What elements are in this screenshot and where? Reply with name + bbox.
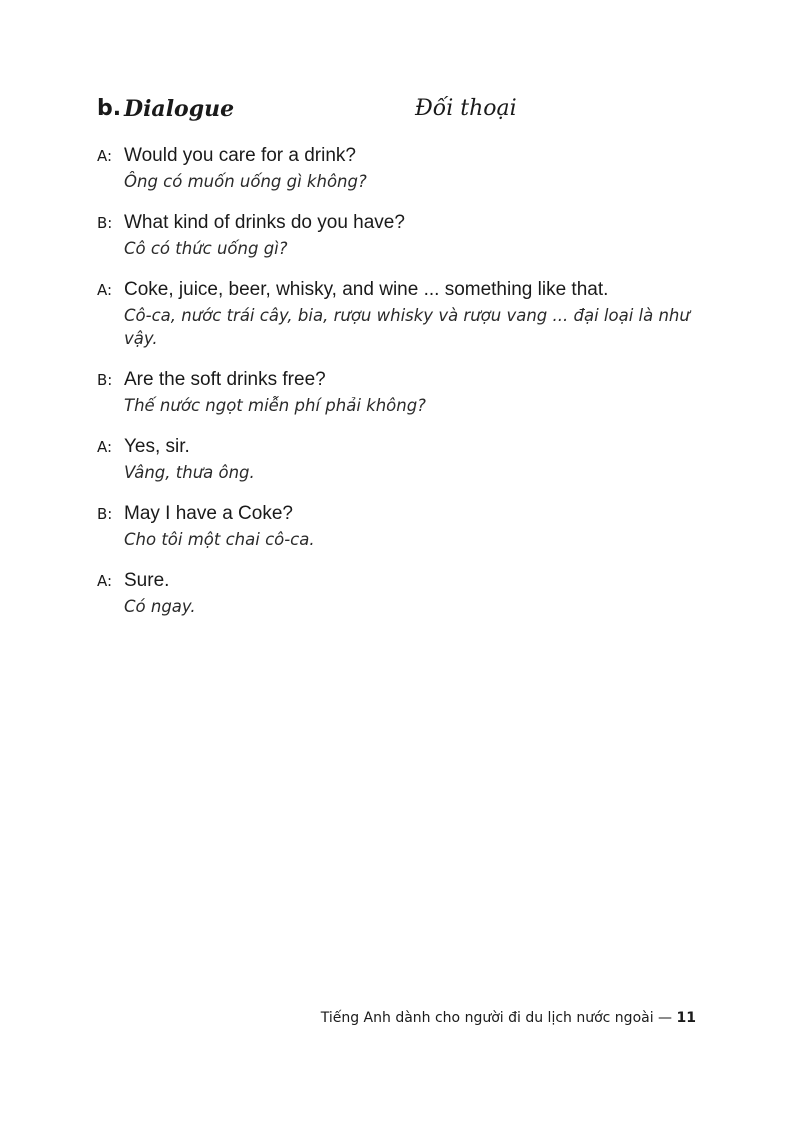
english-text: Are the soft drinks free? — [124, 369, 326, 390]
vietnamese-text: Vâng, thưa ông. — [124, 463, 255, 482]
dialogue-line — [97, 142, 707, 193]
footer-book-title: Tiếng Anh dành cho người đi du lịch nước ngoài — — [320, 1010, 673, 1026]
dialogue-line — [97, 433, 707, 484]
dialogue-list — [97, 142, 707, 634]
section-marker: b. — [97, 96, 122, 121]
vietnamese-text: Cho tôi một chai cô-ca. — [124, 530, 315, 549]
vietnamese-text: Có ngay. — [124, 597, 196, 616]
dialogue-line — [97, 209, 707, 260]
speaker-label: B: — [97, 371, 113, 389]
english-text: May I have a Coke? — [124, 503, 293, 524]
section-title-en: Dialogue — [124, 96, 235, 122]
vietnamese-text: Ông có muốn uống gì không? — [124, 172, 367, 191]
speaker-label: A: — [97, 281, 113, 299]
english-text: Yes, sir. — [124, 436, 190, 457]
speaker-label: B: — [97, 505, 113, 523]
section-heading — [97, 96, 537, 132]
page-footer — [321, 1010, 696, 1026]
speaker-label: B: — [97, 214, 113, 232]
english-text: Would you care for a drink? — [124, 145, 356, 166]
dialogue-line — [97, 567, 707, 618]
english-text: Coke, juice, beer, whisky, and wine ... something like that. — [124, 279, 609, 300]
vietnamese-text: Cô-ca, nước trái cây, bia, rượu whisky và rượu vang ... đại loại là như vậy. — [124, 306, 690, 348]
speaker-label: A: — [97, 438, 113, 456]
vietnamese-text: Thế nước ngọt miễn phí phải không? — [124, 396, 426, 415]
dialogue-line — [97, 500, 707, 551]
dialogue-line — [97, 366, 707, 417]
speaker-label: A: — [97, 572, 113, 590]
speaker-label: A: — [97, 147, 113, 165]
section-title-vi: Đối thoại — [415, 96, 517, 121]
vietnamese-text: Cô có thức uống gì? — [124, 239, 288, 258]
english-text: Sure. — [124, 570, 170, 591]
page-number: 11 — [676, 1010, 696, 1026]
dialogue-line — [97, 276, 707, 350]
english-text: What kind of drinks do you have? — [124, 212, 405, 233]
